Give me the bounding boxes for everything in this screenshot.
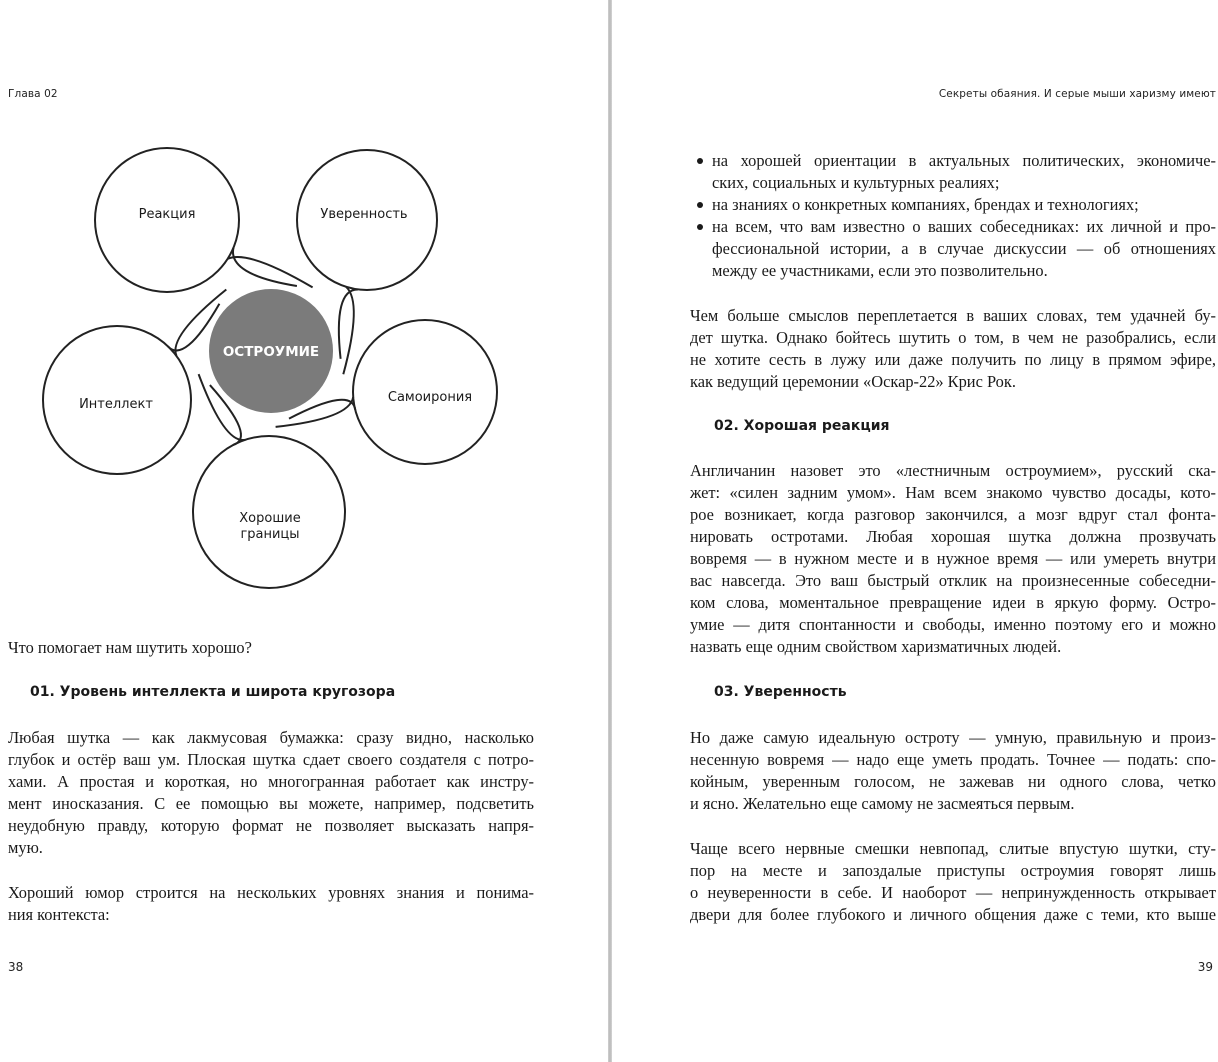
text-line: Чем больше смыслов переплетается в ваших словах, тем удачней бу- [690,306,1216,325]
section-heading-reaction: 02. Хорошая реакция [714,418,890,434]
paragraph-meanings [690,305,1216,393]
text-line: фессиональной истории, а в случае дискуссии — об отношениях [712,239,1216,258]
text-line: двери для более глубокого и личного общения даже с теми, кто выше [690,905,1216,924]
petal-label-boundaries-line1: Хорошие [239,511,301,526]
paragraph-litmus [8,727,534,859]
text-line: пор на месте и запоздалые приступы остроумия говорят лишь [690,861,1216,880]
right-page [612,0,1218,1062]
running-head-right: Секреты обаяния. И серые мыши харизму имеют [938,88,1216,100]
text-line: Англичанин назовет это «лестничным остроумием», русский ска- [690,461,1216,480]
text-line: хами. А простая и короткая, но многогранная работает как инстру- [8,772,534,791]
text-line: о неуверенности в себе. И наоборот — непринужденность открывает [690,883,1216,902]
question-line: Что помогает нам шутить хорошо? [8,638,252,657]
petal-confidence-swirl [343,287,354,375]
bullet-item [690,194,1216,216]
text-line: неудобную правду, которую формат не позволяет высказать напря- [8,816,534,835]
text-line: ком слова, моментальное превращение идеи в яркую форму. Остро- [690,593,1216,612]
text-line: как ведущий церемонии «Оскар-22» Крис Рок. [690,372,1016,391]
bullet-item [690,216,1216,282]
text-line: Чаще всего нервные смешки невпопад, слитые впустую шутки, сту- [690,839,1216,858]
text-line: нировать остротами. Любая хорошая шутка должна прозвучать [690,527,1216,546]
text-line: назвать еще одним свойством харизматичных людей. [690,637,1062,656]
text-line: вовремя — в нужном месте и в нужное время — или умереть внутри [690,549,1216,568]
text-line: жет: «силен задним умом». Нам всем знакомо чувство досады, кото- [690,483,1216,502]
petal-label-reaction: Реакция [138,207,196,222]
page-number-right: 39 [1197,960,1213,974]
diagram-center-label: ОСТРОУМИЕ [222,344,320,360]
text-line: ния контекста: [8,905,110,924]
paragraph-staircase-wit [690,460,1216,658]
bullet-item [690,150,1216,194]
page-number-left: 38 [8,960,24,974]
text-line: не хотите сесть в лужу или даже получить по лицу в прямом эфире, [690,350,1216,369]
text-line: мент иносказания. С ее помощью вы можете, например, подсветить [8,794,534,813]
text-line: вас навсегда. Это ваш быстрый отклик на произнесенные собеседни- [690,571,1216,590]
knowledge-bullet-list [690,150,1216,282]
paragraph-humor-levels [8,882,534,926]
petal-label-self-irony: Самоирония [387,390,473,405]
petal-reaction-swirl [228,257,313,287]
text-line: Любая шутка — как лакмусовая бумажка: сразу видно, насколько [8,728,534,747]
section-heading-confidence: 03. Уверенность [714,684,847,700]
text-line: на всем, что вам известно о ваших собеседниках: их личной и про- [712,217,1216,236]
text-line: на хорошей ориентации в актуальных политических, экономиче- [712,151,1216,170]
running-head-left: Глава 02 [8,88,58,100]
petal-reaction-swirl-inner [233,248,297,286]
text-line: умие — дитя спонтанности и свободы, именно поэтому его и можно [690,615,1216,634]
wit-diagram [37,140,507,610]
text-line: койным, уверенным голосом, не зажевав ни одного слова, четко [690,772,1216,791]
section-heading-intellect: 01. Уровень интеллекта и широта кругозора [30,684,396,700]
text-line: на знаниях о конкретных компаниях, брендах и технологиях; [712,195,1139,214]
text-line: между ее участниками, если это позволительно. [712,261,1048,280]
petal-label-boundaries-line2: границы [240,527,300,542]
petal-label-confidence: Уверенность [320,207,408,222]
petal-label-intellect: Интеллект [79,397,153,412]
text-line: рое возникает, когда разговор закончился, а мозг вдруг стал фонта- [690,505,1216,524]
text-line: мую. [8,838,43,857]
text-line: несенную вовремя — надо еще уметь продать. Точнее — подать: спо- [690,750,1216,769]
text-line: дет шутка. Однако бойтесь шутить о том, в чем не разобрались, если [690,328,1216,347]
text-line: Хороший юмор строится на нескольких уровнях знания и понима- [8,883,534,902]
paragraph-nervousness [690,838,1216,926]
text-line: ских, социальных и культурных реалиях; [712,173,1000,192]
left-page [0,0,608,1062]
text-line: глубок и остёр ваш ум. Плоская шутка сдает своего создателя с потро- [8,750,534,769]
text-line: Но даже самую идеальную остроту — умную, правильную и произ- [690,728,1216,747]
text-line: и ясно. Желательно еще самому не засмеяться первым. [690,794,1075,813]
paragraph-delivery [690,727,1216,815]
